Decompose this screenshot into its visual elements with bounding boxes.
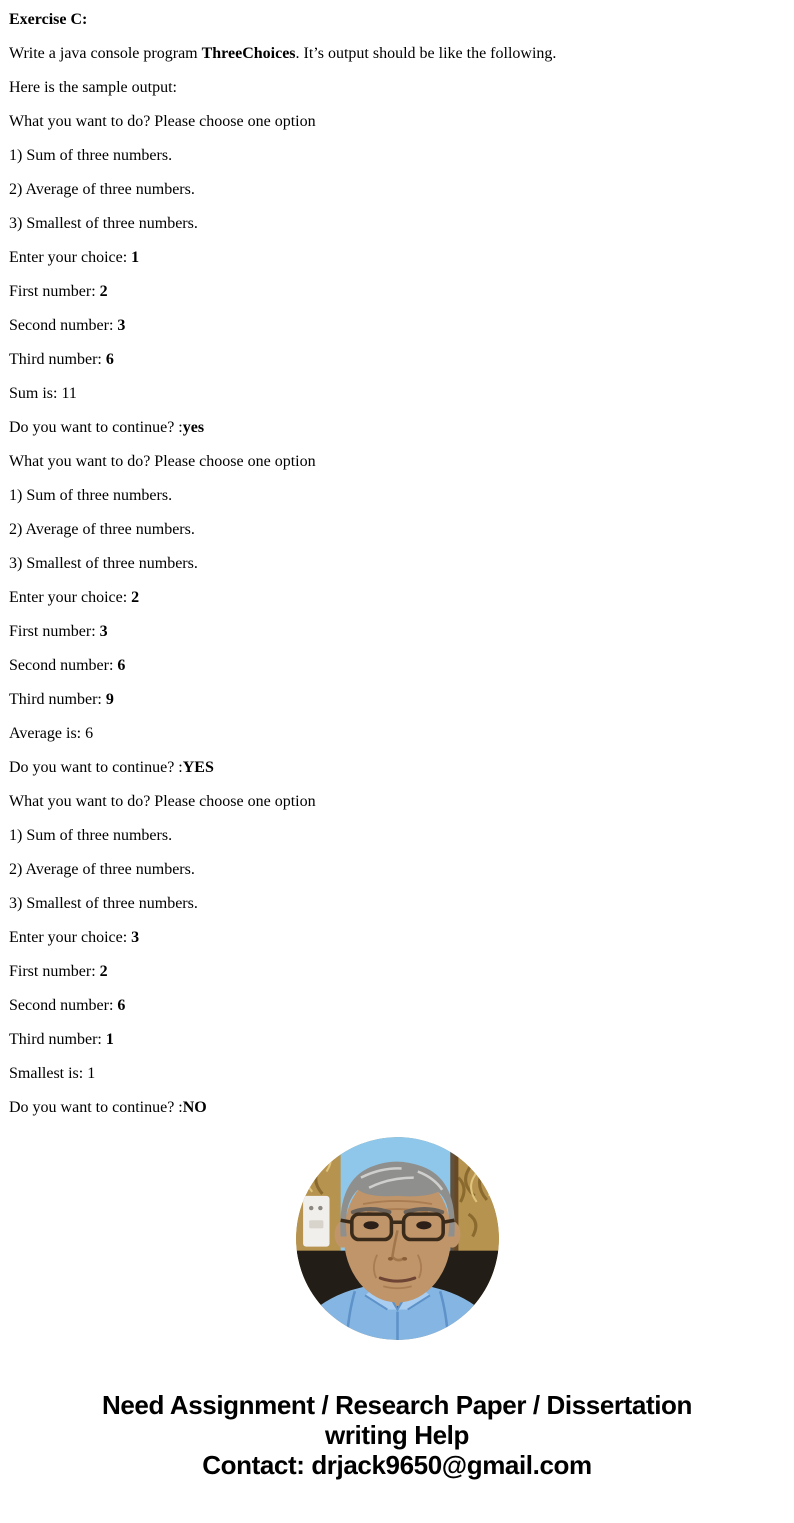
user-input: 1 (105, 1031, 114, 1048)
promo-footer (0, 1390, 794, 1508)
continue-line (9, 1098, 786, 1117)
io-line-third (9, 1030, 786, 1049)
user-input: 3 (117, 317, 126, 334)
intro-pre: Write a java console program (9, 45, 202, 62)
menu-option-3: 3) Smallest of three numbers. (9, 215, 198, 232)
continue-line (9, 418, 786, 437)
io-label: First number: (9, 623, 100, 640)
io-line-choice (9, 928, 786, 947)
menu-prompt: What you want to do? Please choose one option (9, 113, 316, 130)
run-3 (9, 792, 786, 1117)
user-input: 6 (117, 997, 126, 1014)
user-input: 2 (99, 963, 108, 980)
user-input: 9 (105, 691, 114, 708)
io-label: Enter your choice: (9, 249, 132, 266)
result-line: Sum is: 11 (9, 385, 77, 402)
menu-option-3: 3) Smallest of three numbers. (9, 895, 198, 912)
continue-input: NO (182, 1099, 207, 1116)
io-line-second (9, 656, 786, 675)
io-label: First number: (9, 283, 100, 300)
user-input: 2 (99, 283, 108, 300)
io-line-third (9, 350, 786, 369)
io-line-first (9, 282, 786, 301)
io-label: Third number: (9, 691, 106, 708)
io-label: Second number: (9, 317, 118, 334)
io-line-first (9, 622, 786, 641)
continue-label: Do you want to continue? : (9, 759, 183, 776)
user-input: 2 (131, 589, 140, 606)
instructor-photo-illustration (296, 1137, 499, 1340)
menu-option-3: 3) Smallest of three numbers. (9, 555, 198, 572)
user-input: 6 (117, 657, 126, 674)
promo-line-1: Need Assignment / Research Paper / Dissertation (101, 1390, 692, 1420)
continue-label: Do you want to continue? : (9, 419, 183, 436)
avatar-section (0, 1137, 794, 1340)
menu-option-2: 2) Average of three numbers. (9, 861, 195, 878)
continue-input: YES (182, 759, 214, 776)
io-label: Third number: (9, 351, 106, 368)
continue-input: yes (182, 419, 205, 436)
menu-option-1: 1) Sum of three numbers. (9, 147, 173, 164)
io-label: Second number: (9, 997, 118, 1014)
intro-post: . It’s output should be like the following. (295, 45, 557, 62)
result-line: Smallest is: 1 (9, 1065, 96, 1082)
io-line-first (9, 962, 786, 981)
result-line: Average is: 6 (9, 725, 94, 742)
io-label: Second number: (9, 657, 118, 674)
menu-option-2: 2) Average of three numbers. (9, 521, 195, 538)
io-line-third (9, 690, 786, 709)
menu-option-1: 1) Sum of three numbers. (9, 487, 173, 504)
program-name: ThreeChoices (201, 45, 296, 62)
user-input: 3 (99, 623, 108, 640)
user-input: 1 (131, 249, 140, 266)
io-line-second (9, 996, 786, 1015)
run-1 (9, 112, 786, 437)
menu-option-1: 1) Sum of three numbers. (9, 827, 173, 844)
continue-label: Do you want to continue? : (9, 1099, 183, 1116)
io-label: First number: (9, 963, 100, 980)
user-input: 6 (105, 351, 114, 368)
promo-contact-email: Contact: drjack9650@gmail.com (202, 1450, 592, 1480)
io-label: Enter your choice: (9, 589, 132, 606)
promo-line-2: writing Help (325, 1420, 469, 1450)
exercise-heading: Exercise C: (9, 11, 88, 28)
continue-line (9, 758, 786, 777)
io-line-choice (9, 588, 786, 607)
io-label: Third number: (9, 1031, 106, 1048)
instructor-avatar (296, 1137, 499, 1340)
io-line-choice (9, 248, 786, 267)
sample-output-label: Here is the sample output: (9, 79, 177, 96)
menu-prompt: What you want to do? Please choose one option (9, 453, 316, 470)
user-input: 3 (131, 929, 140, 946)
io-label: Enter your choice: (9, 929, 132, 946)
intro-line (9, 44, 786, 63)
run-2 (9, 452, 786, 777)
io-line-second (9, 316, 786, 335)
menu-prompt: What you want to do? Please choose one option (9, 793, 316, 810)
menu-option-2: 2) Average of three numbers. (9, 181, 195, 198)
